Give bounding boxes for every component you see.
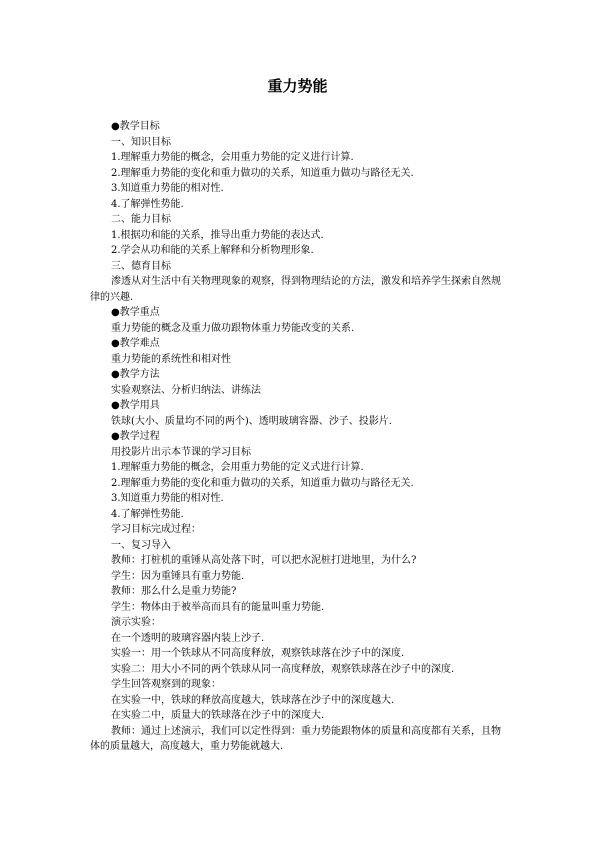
subsection-heading: 一、复习导入 — [111, 539, 171, 551]
subsection-heading: 三、德育目标 — [111, 260, 171, 272]
section-heading: ●教学方法 — [111, 369, 160, 380]
subsection-heading: 二、能力目标 — [111, 214, 171, 225]
paragraph: 实验二：用大小不同的两个铁球从同一高度释放，观察铁球落在沙子中的深度. — [111, 663, 455, 675]
paragraph: 在实验二中，质量大的铁球落在沙子中的深度大. — [111, 710, 325, 721]
paragraph: 教师：通过上述演示，我们可以定性得到：重力势能跟物体的质量和高度都有关系，且物体的质量越大，高度越大，重力势能就越大. — [90, 725, 501, 752]
section-heading: ●教学目标 — [111, 121, 160, 132]
paragraph: 渗透从对生活中有关物理现象的观察，得到物理结论的方法，激发和培养学生探索自然规律的兴趣. — [90, 276, 501, 303]
paragraph: 实验一：用一个铁球从不同高度释放，观察铁球落在沙子中的深度. — [111, 648, 405, 659]
paragraph: 演示实验： — [111, 617, 161, 628]
paragraph: 铁球(大小、质量均不同的两个)、透明玻璃容器、沙子、投影片. — [111, 415, 392, 427]
section-heading: ●教学过程 — [111, 431, 160, 442]
list-item: 3.知道重力势能的相对性. — [111, 493, 224, 504]
section-heading: ●教学难点 — [111, 338, 160, 349]
dialogue-line: 学生：因为重锤具有重力势能. — [111, 570, 245, 582]
list-item: 2.理解重力势能的变化和重力做功的关系，知道重力做功与路径无关. — [111, 477, 414, 489]
paragraph: 在一个透明的玻璃容器内装上沙子. — [111, 632, 265, 644]
list-item: 1.根据功和能的关系，推导出重力势能的表达式. — [111, 229, 324, 241]
page-title: 重力势能 — [267, 77, 328, 95]
list-item: 4.了解弹性势能. — [111, 198, 184, 210]
paragraph: 重力势能的系统性和相对性 — [111, 353, 231, 365]
section-heading: ●教学用具 — [111, 400, 160, 411]
list-item: 3.知道重力势能的相对性. — [111, 183, 224, 194]
paragraph: 用投影片出示本节课的学习目标 — [111, 446, 251, 458]
dialogue-line: 教师：那么什么是重力势能? — [111, 586, 237, 597]
paragraph: 在实验一中，铁球的释放高度越大，铁球落在沙子中的深度越大. — [111, 694, 395, 706]
section-heading: ●教学重点 — [111, 307, 160, 318]
list-item: 1.理解重力势能的概念，会用重力势能的定义式进行计算. — [111, 462, 364, 473]
paragraph: 实验观察法、分析归纳法、讲练法 — [111, 384, 261, 396]
paragraph: 重力势能的概念及重力做功跟物体重力势能改变的关系. — [111, 322, 355, 334]
list-item: 4.了解弹性势能. — [111, 508, 184, 520]
paragraph: 学生回答观察到的现象： — [111, 679, 221, 690]
list-item: 1.理解重力势能的概念，会用重力势能的定义进行计算. — [111, 152, 354, 163]
list-item: 2.理解重力势能的变化和重力做功的关系，知道重力做功与路径无关. — [111, 167, 414, 179]
list-item: 2.学会从功和能的关系上解释和分析物理形象. — [111, 245, 314, 256]
paragraph: 学习目标完成过程： — [111, 524, 201, 535]
subsection-heading: 一、知识目标 — [111, 136, 171, 148]
document-body — [90, 119, 510, 755]
dialogue-line: 教师：打桩机的重锤从高处落下时，可以把水泥桩打进地里，为什么? — [111, 555, 417, 566]
dialogue-line: 学生：物体由于被举高而具有的能量叫重力势能. — [111, 601, 325, 613]
